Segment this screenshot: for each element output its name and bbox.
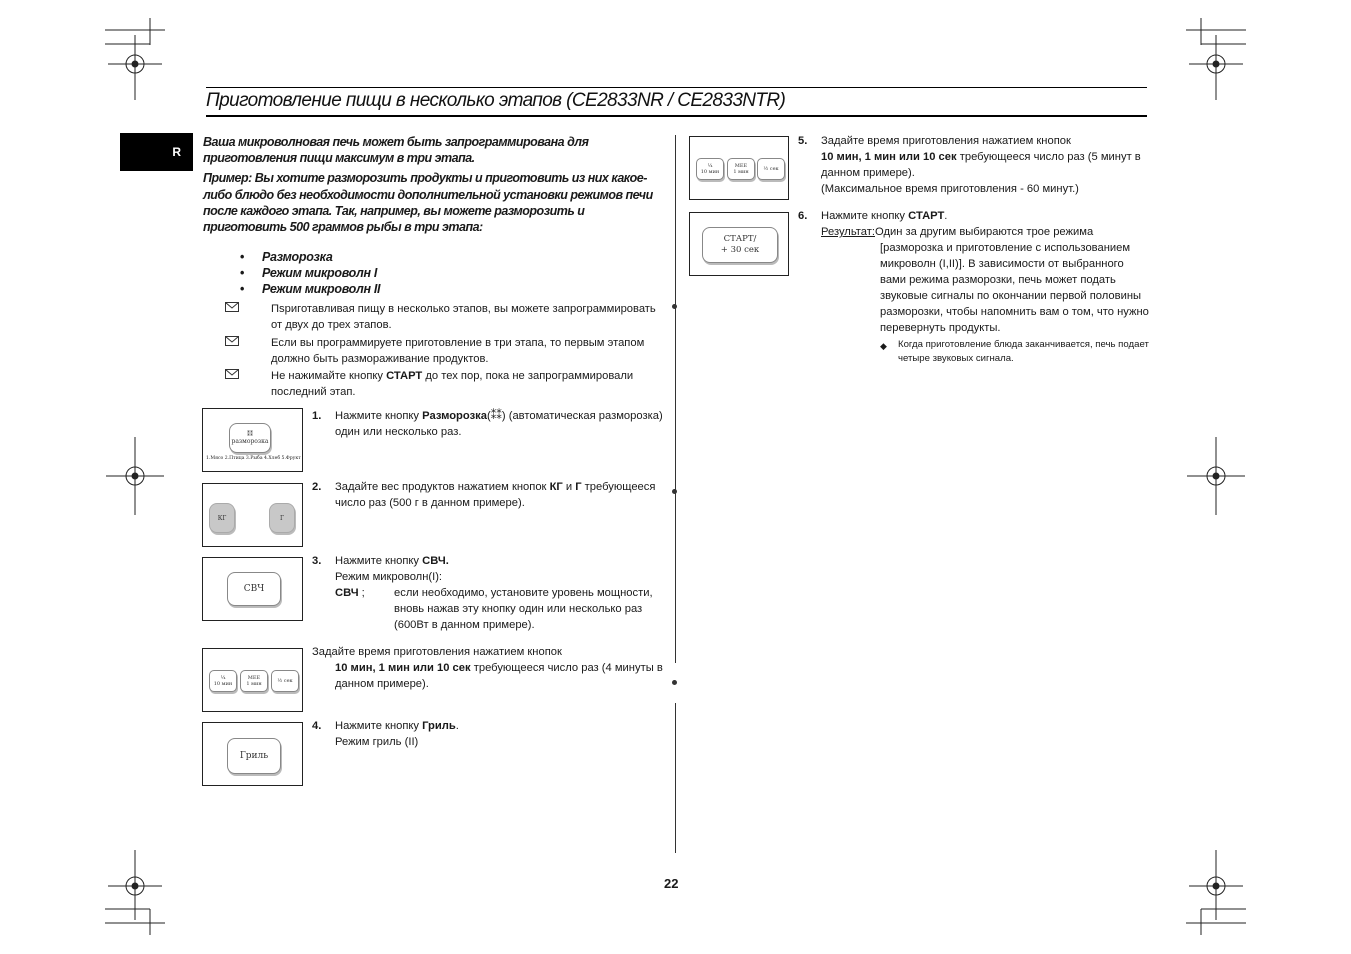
step-1: 1. Нажмите кнопку Разморозка(⁑⁑) (автоматическая разморозка) один или несколько раз. — [312, 410, 663, 438]
time-panel-2 — [689, 136, 789, 200]
start-button[interactable]: СТАРТ/ + 30 сек — [702, 227, 778, 263]
mode-item: • Разморозка — [240, 249, 380, 265]
note-2: Если вы программируете приготовление в три этапа, то первым этапом должно быть размораживание продуктов. — [225, 336, 665, 367]
one-min-button[interactable]: МЕЕ 1 мин — [727, 158, 755, 180]
step-3: 3. Нажмите кнопку СВЧ. Режим микроволн(I): СВЧ ; если необходимо, установите уровень мощности, вновь нажав эту кнопку один или несколько раз (600Вт в данном примере). — [312, 555, 653, 631]
column-divider — [675, 135, 676, 663]
one-min-button[interactable]: МЕЕ 1 мин — [240, 670, 268, 692]
step-5: 5. Задайте время приготовления нажатием кнопок 10 мин, 1 мин или 10 сек требующееся число раз (5 минут в данном примере). (Максимальное время приготовления - 60 минут.) — [798, 135, 1141, 195]
note-1: Пsриготавливая пищу в несколько этапов, вы можете запрограммировать от двух до трех этапов. — [225, 302, 665, 333]
mode-list — [240, 249, 380, 297]
step-3-time: Задайте время приготовления нажатием кнопок 10 мин, 1 мин или 10 сек требующееся число раз (4 минуты в данном примере). — [312, 646, 663, 690]
step-4: 4. Нажмите кнопку Гриль. Режим гриль (II) — [312, 720, 459, 748]
step-6: 6. Нажмите кнопку СТАРТ. Результат:Один за другим выбираются трое режима [разморозка и приготовление с использованием микроволн (I,II)]. В зависимости от выбранного вами режима разморозки, печь может подать звуковые сигналы по окончании первой половины разморозки, чтобы напомнить вам о том, что нужно перевернуть продукты. ◆ Когда приготовление блюда заканчивается, печь подает четыре звуковых сигнала. — [798, 208, 1150, 366]
ten-min-button[interactable]: ¼ 10 мин — [696, 158, 724, 180]
start-panel — [689, 212, 789, 276]
grill-button[interactable]: Гриль — [227, 738, 281, 774]
result-label: Результат: — [821, 226, 875, 238]
g-button[interactable]: Г — [269, 503, 295, 533]
defrost-panel — [202, 408, 303, 472]
intro-paragraph-2: Пример: Вы хотите разморозить продукты и приготовить из них какое-либо блюдо без необходимости дополнительной установки режимов печи после каждого этапа. Так, например, вы можете разморозить и приготовить 500 граммов рыбы в три этапа: — [203, 171, 653, 235]
note-icon — [225, 336, 239, 346]
ten-min-button[interactable]: ¼ 10 мин — [209, 670, 237, 692]
diamond-icon: ◆ — [880, 341, 887, 351]
divider-dot — [672, 304, 677, 309]
kg-button[interactable]: КГ — [209, 503, 235, 533]
page-number: 22 — [664, 876, 679, 891]
defrost-categories: 1.Мясо 2.Птица 3.Рыба 4.Хлеб 5.Фрукт — [206, 456, 301, 461]
step-6-note: ◆ Когда приготовление блюда заканчивается, печь подает четыре звуковых сигнала. — [880, 339, 1149, 364]
note-3: Не нажимайте кнопку СТАРТ до тех пор, пока не запрограммировали последний этап. — [225, 369, 665, 400]
intro-paragraph-1: Ваша микроволновая печь может быть запрограммирована для приготовления пищи максимум в три этапа. — [203, 135, 589, 166]
ten-sec-button[interactable]: ½ сек — [271, 670, 299, 692]
defrost-button[interactable]: ⁑⁑ разморозка — [229, 423, 271, 453]
divider-dot — [672, 489, 677, 494]
page-title: Приготовление пищи в несколько этапов (CE2833NR / CE2833NTR) — [206, 90, 786, 111]
top-rule — [206, 87, 1147, 88]
microwave-panel — [202, 557, 303, 621]
time-panel-1 — [202, 648, 303, 712]
microwave-button[interactable]: СВЧ — [227, 572, 281, 606]
language-tab: R — [120, 133, 193, 171]
divider-dot — [672, 680, 677, 685]
grill-panel — [202, 722, 303, 786]
intro-text — [203, 134, 668, 239]
title-rule — [206, 115, 1147, 117]
weight-panel — [202, 483, 303, 547]
note-icon — [225, 302, 239, 312]
column-divider-lower — [675, 703, 676, 853]
ten-sec-button[interactable]: ½ сек — [757, 158, 785, 180]
defrost-icon: ⁑⁑ — [247, 431, 253, 438]
mode-item: • Режим микроволн II — [240, 281, 380, 297]
step-2: 2. Задайте вес продуктов нажатием кнопок КГ и Г требующееся число раз (500 г в данном примере). — [312, 481, 656, 509]
note-icon — [225, 369, 239, 379]
mode-item: • Режим микроволн I — [240, 265, 380, 281]
